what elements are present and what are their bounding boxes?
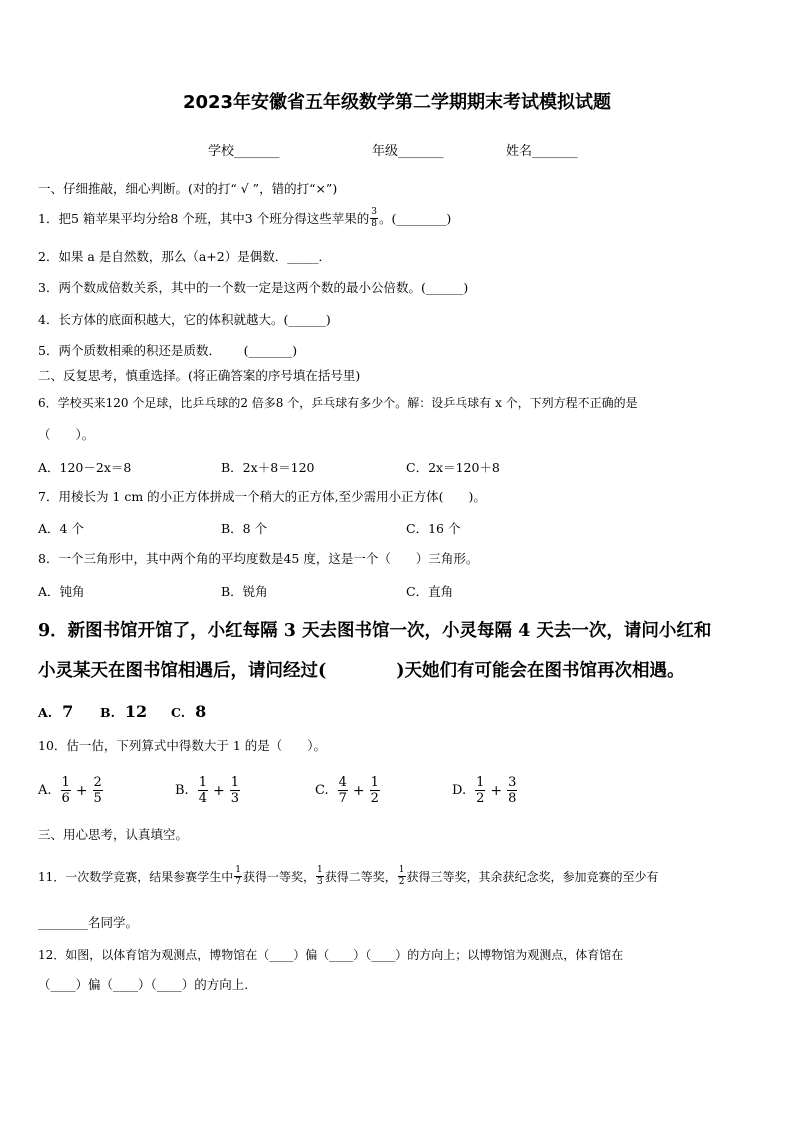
question-10: 10．估一估，下列算式中得数大于 1 的是（ ）。 bbox=[38, 738, 327, 753]
q1-answer: 。(________) bbox=[378, 210, 452, 226]
q9-option-a: A. 7 bbox=[38, 702, 74, 721]
page-title: 2023年安徽省五年级数学第二学期期末考试模拟试题 bbox=[182, 92, 612, 113]
q10-d-frac2: $\frac{3}{8}$ bbox=[508, 775, 517, 806]
q10-b-frac1: $\frac{1}{4}$ bbox=[198, 775, 207, 806]
q8-option-a: A．钝角 bbox=[38, 584, 85, 599]
q10-c-frac2: $\frac{1}{2}$ bbox=[370, 775, 379, 806]
question-1 bbox=[38, 208, 451, 229]
q8-option-c: C．直角 bbox=[406, 584, 454, 599]
question-7: 7．用棱长为 1 cm 的小正方体拼成一个稍大的正方体,至少需用小正方体( )。 bbox=[38, 489, 486, 504]
q10-b-frac2: $\frac{1}{3}$ bbox=[230, 775, 239, 806]
q9-option-b: B. 12 bbox=[100, 702, 148, 721]
question-8: 8．一个三角形中，其中两个角的平均度数是45 度，这是一个（ ）三角形。 bbox=[38, 551, 479, 566]
section2-heading: 二、反复思考，慎重选择。(将正确答案的序号填在括号里) bbox=[38, 368, 361, 383]
name-field: 姓名_______ bbox=[506, 144, 578, 159]
q11-fraction-1: $\frac{1}{7}$ bbox=[235, 865, 242, 887]
section1-heading: 一、仔细推敲，细心判断。(对的打“ √ ”，错的打“×”) bbox=[38, 181, 338, 196]
q9-option-c: C. 8 bbox=[171, 702, 207, 721]
q11-fraction-2: $\frac{1}{3}$ bbox=[317, 865, 323, 887]
q7-option-c: C．16 个 bbox=[406, 521, 461, 536]
section3-heading: 三、用心思考，认真填空。 bbox=[38, 827, 189, 842]
question-4: 4．长方体的底面积越大，它的体积就越大。(______) bbox=[38, 312, 331, 327]
q7-option-b: B．8 个 bbox=[221, 521, 268, 536]
q6-option-c: C．2x＝120＋8 bbox=[406, 460, 500, 475]
question-9-line2: 小灵某天在图书馆相遇后，请问经过( )天她们有可能会在图书馆再次相遇。 bbox=[38, 661, 685, 681]
q1-text: 1．把5 箱苹果平均分给8 个班，其中3 个班分得这些苹果的 bbox=[38, 210, 370, 226]
question-5: 5．两个质数相乘的积还是质数． (_______) bbox=[38, 343, 298, 358]
question-3: 3．两个数成倍数关系，其中的一个数一定是这两个数的最小公倍数。(______) bbox=[38, 280, 469, 295]
q6-option-b: B．2x＋8＝120 bbox=[221, 460, 315, 475]
question-2: 2．如果 a 是自然数，那么（a+2）是偶数．_____． bbox=[38, 249, 331, 264]
question-12-line2: （____）偏（____）（____）的方向上. bbox=[38, 977, 249, 992]
q6-option-a: A．120－2x＝8 bbox=[38, 460, 132, 475]
q1-fraction: $\frac{3}{8}$ bbox=[371, 207, 377, 229]
question-11-line2: ________名同学。 bbox=[38, 915, 139, 930]
school-field: 学校_______ bbox=[208, 144, 280, 159]
question-6-line1: 6．学校买来120 个足球，比乒乓球的2 倍多8 个，乒乓球有多少个。解：设乒乓球有 x 个，下列方程不正确的是 bbox=[38, 396, 638, 410]
question-11-line1: 11．一次数学竞赛，结果参赛学生中 $\frac{1}{7}$ 获得一等奖， $\frac{1}{3}$ 获得二等奖， $\frac{1}{2}$ 获得三等奖，其余获纪念奖，参加竞赛的至少有 bbox=[38, 865, 659, 887]
grade-field: 年级_______ bbox=[372, 144, 444, 159]
q10-option-d: D. $\frac{1}{2}$ + $\frac{3}{8}$ bbox=[452, 775, 517, 806]
q10-c-frac1: $\frac{4}{7}$ bbox=[338, 775, 347, 806]
question-12-line1: 12．如图，以体育馆为观测点，博物馆在（____）偏（____）（____）的方向上；以博物馆为观测点，体育馆在 bbox=[38, 948, 624, 962]
q10-option-c: C. $\frac{4}{7}$ + $\frac{1}{2}$ bbox=[315, 775, 379, 806]
q10-option-b: B. $\frac{1}{4}$ + $\frac{1}{3}$ bbox=[175, 775, 239, 806]
q10-a-frac2: $\frac{2}{5}$ bbox=[93, 775, 102, 806]
q8-option-b: B．锐角 bbox=[221, 584, 268, 599]
question-6-line2: （ ）。 bbox=[38, 427, 95, 442]
q10-d-frac1: $\frac{1}{2}$ bbox=[476, 775, 485, 806]
q10-a-frac1: $\frac{1}{6}$ bbox=[61, 775, 70, 806]
q11-fraction-3: $\frac{1}{2}$ bbox=[398, 865, 405, 887]
q10-option-a: A. $\frac{1}{6}$ + $\frac{2}{5}$ bbox=[38, 775, 102, 806]
q7-option-a: A．4 个 bbox=[38, 521, 84, 536]
question-9-line1: 9．新图书馆开馆了，小红每隔 3 天去图书馆一次，小灵每隔 4 天去一次，请问小红和 bbox=[38, 621, 712, 641]
